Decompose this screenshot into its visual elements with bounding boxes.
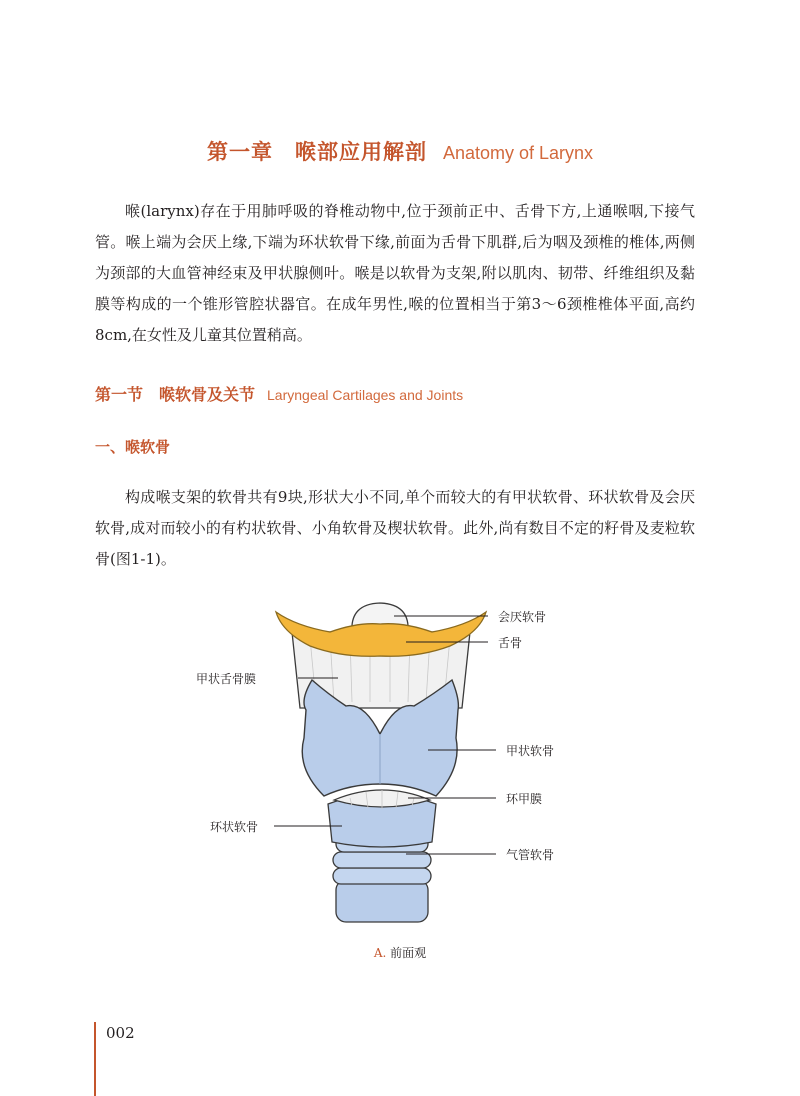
chapter-title [0, 136, 800, 166]
label-hyoid: 舌骨 [498, 636, 523, 650]
section-title [95, 382, 463, 405]
larynx-figure [196, 598, 600, 928]
subsection-title: 一、喉软骨 [95, 438, 171, 456]
larynx-illustration [200, 598, 600, 928]
body-paragraph: 构成喉支架的软骨共有9块,形状大小不同,单个而较大的有甲状软骨、环状软骨及会厌软骨,成对而较小的有杓状软骨、小角软骨及楔状软骨。此外,尚有数目不定的籽骨及麦粒软骨(图1-1)。 [95, 488, 695, 568]
label-thyrohyoid-membrane: 甲状舌骨膜 [196, 672, 257, 686]
section-title-zh: 第一节 喉软骨及关节 [95, 385, 256, 404]
page-margin-rule [94, 1022, 96, 1096]
page-number: 002 [106, 1024, 135, 1042]
intro-paragraph: 喉(larynx)存在于用肺呼吸的脊椎动物中,位于颈前正中、舌骨下方,上通喉咽,下接气管。喉上端为会厌上缘,下端为环状软骨下缘,前面为舌骨下肌群,后为咽及颈椎的椎体,两侧为颈部的大血管神经束及甲状腺侧叶。喉是以软骨为支架,附以肌肉、韧带、纤维组织及黏膜等构成的一个锥形管腔状器官。在成年男性,喉的位置相当于第3～6颈椎椎体平面,高约8cm,在女性及儿童其位置稍高。 [95, 202, 695, 344]
label-cricoid-cartilage: 环状软骨 [210, 820, 259, 834]
chapter-title-zh: 第一章 喉部应用解剖 [206, 140, 427, 164]
label-thyroid-cartilage: 甲状软骨 [506, 744, 555, 758]
figure-caption [0, 944, 800, 961]
section-title-en: Laryngeal Cartilages and Joints [267, 387, 464, 403]
caption-text: 前面观 [390, 946, 427, 960]
caption-letter: A. [373, 946, 387, 960]
chapter-title-en: Anatomy of Larynx [442, 143, 594, 163]
trachea [333, 836, 431, 922]
label-tracheal-cartilage: 气管软骨 [506, 848, 555, 862]
label-epiglottis: 会厌软骨 [498, 610, 547, 624]
label-cricothyroid-membrane: 环甲膜 [506, 792, 543, 806]
